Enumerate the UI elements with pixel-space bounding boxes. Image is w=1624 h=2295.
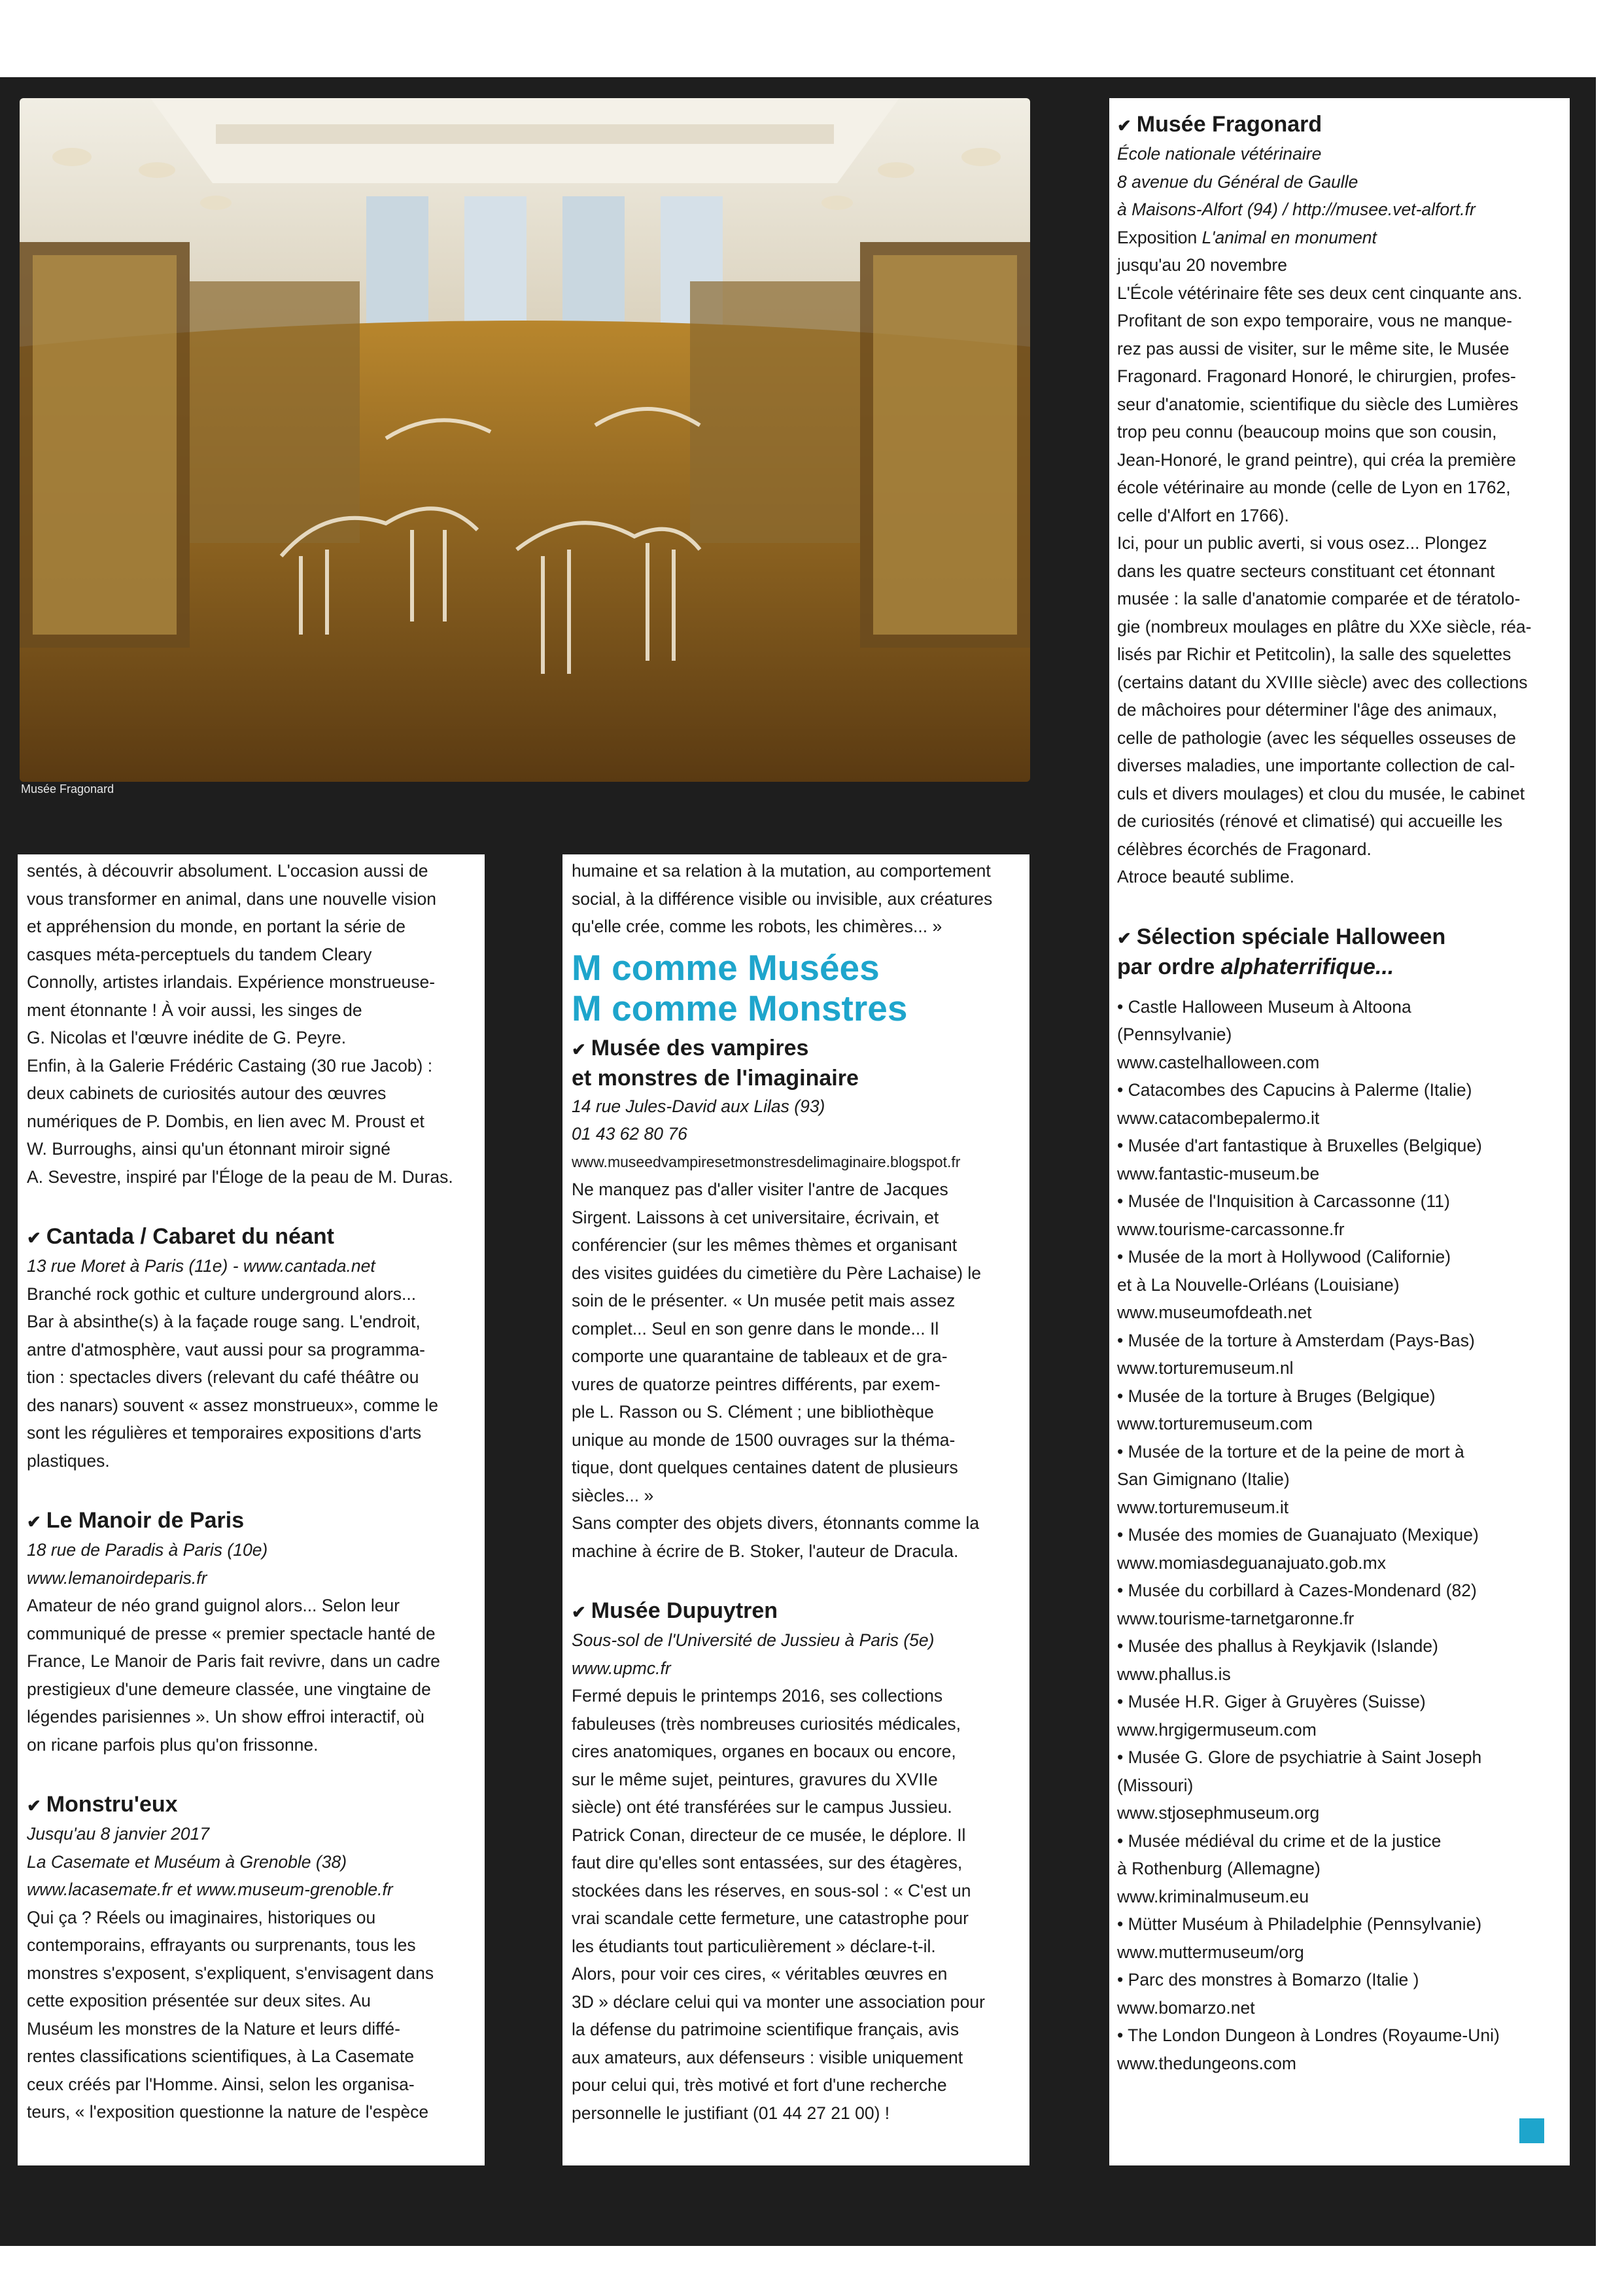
text-line: rez pas aussi de visiter, sur le même site, le Musée bbox=[1117, 338, 1510, 359]
middle-column bbox=[562, 854, 1029, 2165]
text-line: stockées dans les réserves, en sous-sol : « C'est un bbox=[572, 1880, 971, 1901]
text-line: trop peu connu (beaucoup moins que son cousin, bbox=[1117, 422, 1497, 442]
fragonard-heading bbox=[1117, 110, 1562, 140]
list-item: et à La Nouvelle-Orléans (Louisiane) bbox=[1117, 1274, 1400, 1295]
fragonard-school: École nationale vétérinaire bbox=[1117, 144, 1322, 164]
vampires-title-1: Musée des vampires bbox=[591, 1035, 809, 1060]
fragonard-body bbox=[1117, 279, 1562, 891]
list-item-url: www.catacombepalermo.it bbox=[1117, 1108, 1320, 1128]
text-line: plastiques. bbox=[27, 1450, 110, 1471]
manoir-title: Le Manoir de Paris bbox=[46, 1508, 245, 1533]
dupuytren-section bbox=[572, 1596, 1022, 2127]
photo-caption: Musée Fragonard bbox=[21, 782, 114, 796]
text-line: des nanars) souvent « assez monstrueux», comme le bbox=[27, 1395, 438, 1415]
monstrueux-body bbox=[27, 1904, 477, 2126]
text-line: Enfin, à la Galerie Frédéric Castaing (30 rue Jacob) : bbox=[27, 1055, 433, 1076]
manoir-heading bbox=[27, 1506, 477, 1536]
text-line: W. Burroughs, ainsi qu'un étonnant miroir signé bbox=[27, 1139, 390, 1159]
section-title-line-2: M comme Monstres bbox=[572, 987, 908, 1028]
text-line: siècles... » bbox=[572, 1485, 654, 1505]
list-item: • Parc des monstres à Bomarzo (Italie ) bbox=[1117, 1970, 1419, 1989]
fragonard-title: Musée Fragonard bbox=[1136, 112, 1322, 137]
list-item-url: www.hrgigermuseum.com bbox=[1117, 1719, 1317, 1740]
list-item-url: www.tourisme-carcassonne.fr bbox=[1117, 1219, 1345, 1239]
halloween-title-2 bbox=[1117, 953, 1562, 981]
list-item: • Musée H.R. Giger à Gruyères (Suisse) bbox=[1117, 1692, 1426, 1711]
text-line: dans les quatre secteurs constituant cet étonnant bbox=[1117, 561, 1495, 581]
text-line: ple L. Rasson ou S. Clément ; une bibliothèque bbox=[572, 1402, 934, 1422]
text-line: gie (nombreux moulages en plâtre du XXe siècle, réa- bbox=[1117, 616, 1532, 637]
text-line: Branché rock gothic et culture underground alors... bbox=[27, 1284, 417, 1304]
manoir-body bbox=[27, 1592, 477, 1759]
text-line: ment étonnante ! À voir aussi, les singes de bbox=[27, 1000, 362, 1020]
text-line: Profitant de son expo temporaire, vous ne manque- bbox=[1117, 311, 1512, 330]
list-item: • Musée des momies de Guanajuato (Mexique) bbox=[1117, 1525, 1479, 1545]
text-line: seur d'anatomie, scientifique du siècle des Lumières bbox=[1117, 394, 1519, 414]
end-of-article-square-icon bbox=[1519, 2118, 1544, 2143]
list-item-url: www.fantastic-museum.be bbox=[1117, 1163, 1320, 1183]
list-item: • Musée de la mort à Hollywood (Californie) bbox=[1117, 1247, 1451, 1267]
middle-intro-text bbox=[572, 857, 1022, 941]
text-line: social, à la différence visible ou invisible, aux créatures bbox=[572, 888, 993, 909]
text-line: on ricane parfois plus qu'on frissonne. bbox=[27, 1734, 319, 1755]
text-line: personnelle le justifiant (01 44 27 21 00) ! bbox=[572, 2103, 890, 2123]
text-line: comporte une quarantaine de tableaux et de gra- bbox=[572, 1346, 948, 1366]
vampires-phone: 01 43 62 80 76 bbox=[572, 1124, 687, 1144]
fragonard-expo-title: L'animal en monument bbox=[1201, 227, 1377, 247]
text-line: lisés par Richir et Petitcolin), la salle des squelettes bbox=[1117, 644, 1512, 664]
dupuytren-url: www.upmc.fr bbox=[572, 1658, 671, 1678]
list-item: • Musée du corbillard à Cazes-Mondenard (82) bbox=[1117, 1581, 1477, 1600]
text-line: complet... Seul en son genre dans le monde... Il bbox=[572, 1318, 939, 1339]
list-item: (Pennsylvanie) bbox=[1117, 1025, 1232, 1044]
text-line: qu'elle crée, comme les robots, les chimères... » bbox=[572, 917, 942, 936]
text-line: fabuleuses (très nombreuses curiosités médicales, bbox=[572, 1713, 961, 1734]
list-item: • The London Dungeon à Londres (Royaume-Uni) bbox=[1117, 2025, 1500, 2045]
text-line: musée : la salle d'anatomie comparée et de tératolo- bbox=[1117, 589, 1521, 608]
dupuytren-address: Sous-sol de l'Université de Jussieu à Paris (5e) bbox=[572, 1630, 935, 1650]
text-line: Amateur de néo grand guignol alors... Selon leur bbox=[27, 1596, 400, 1615]
list-item-url: www.momiasdeguanajuato.gob.mx bbox=[1117, 1552, 1386, 1573]
section-title-line-1: M comme Musées bbox=[572, 947, 880, 988]
text-line: Patrick Conan, directeur de ce musée, le déplore. Il bbox=[572, 1825, 966, 1845]
cantada-section bbox=[27, 1222, 477, 1475]
check-icon: ✔ bbox=[572, 1039, 586, 1059]
halloween-title-2-em: alphaterrifique... bbox=[1220, 954, 1394, 979]
text-line: les étudiants tout particulièrement » déclare-t-il. bbox=[572, 1936, 936, 1956]
check-icon: ✔ bbox=[1117, 116, 1132, 135]
dupuytren-body bbox=[572, 1682, 1022, 2127]
text-line: prestigieux d'une demeure classée, une vingtaine de bbox=[27, 1679, 431, 1699]
text-line: de mâchoires pour déterminer l'âge des animaux, bbox=[1117, 700, 1498, 720]
list-item-url: www.tourisme-tarnetgaronne.fr bbox=[1117, 1608, 1355, 1628]
text-line: Sirgent. Laissons à cet universitaire, écrivain, et bbox=[572, 1207, 939, 1227]
text-line: machine à écrire de B. Stoker, l'auteur de Dracula. bbox=[572, 1541, 959, 1561]
text-line: Ici, pour un public averti, si vous osez... Plongez bbox=[1117, 533, 1487, 553]
text-line: celle de pathologie (avec les séquelles osseuses de bbox=[1117, 727, 1516, 748]
vampires-url: www.museedvampiresetmonstresdelimaginaire.blogspot.fr bbox=[572, 1153, 961, 1170]
list-item-url: www.torturemuseum.com bbox=[1117, 1414, 1313, 1433]
text-line: conférencier (sur les mêmes thèmes et organisant bbox=[572, 1235, 958, 1255]
fragonard-city-url: à Maisons-Alfort (94) / http://musee.vet-alfort.fr bbox=[1117, 200, 1476, 219]
vampires-body bbox=[572, 1176, 1022, 1565]
list-item: • Musée de l'Inquisition à Carcassonne (11) bbox=[1117, 1191, 1450, 1211]
text-line: soin de le présenter. « Un musée petit mais assez bbox=[572, 1291, 956, 1310]
text-line: L'École vétérinaire fête ses deux cent cinquante ans. bbox=[1117, 283, 1523, 303]
text-line: deux cabinets de curiosités autour des œuvres bbox=[27, 1083, 387, 1103]
text-line: siècle) ont été transférées sur le campus Jussieu. bbox=[572, 1797, 952, 1817]
halloween-heading bbox=[1117, 922, 1562, 953]
text-line: Bar à absinthe(s) à la façade rouge sang. L'endroit, bbox=[27, 1312, 421, 1331]
check-icon: ✔ bbox=[572, 1602, 586, 1622]
manoir-url: www.lemanoirdeparis.fr bbox=[27, 1568, 207, 1588]
list-item: • Mütter Muséum à Philadelphie (Pennsylvanie) bbox=[1117, 1914, 1482, 1934]
monstrueux-venue: La Casemate et Muséum à Grenoble (38) bbox=[27, 1851, 347, 1872]
list-item-url: www.thedungeons.com bbox=[1117, 2053, 1296, 2073]
list-item-url: www.stjosephmuseum.org bbox=[1117, 1803, 1320, 1823]
vampires-title-2: et monstres de l'imaginaire bbox=[572, 1065, 859, 1091]
text-line: légendes parisiennes ». Un show effroi interactif, où bbox=[27, 1707, 424, 1726]
vampires-address: 14 rue Jules-David aux Lilas (93) bbox=[572, 1096, 825, 1116]
text-line: A. Sevestre, inspiré par l'Éloge de la peau de M. Duras. bbox=[27, 1166, 453, 1187]
halloween-title-2-prefix: par ordre bbox=[1117, 954, 1221, 979]
list-item: • Musée de la torture à Bruges (Belgique) bbox=[1117, 1386, 1436, 1406]
list-item: • Musée des phallus à Reykjavik (Islande) bbox=[1117, 1636, 1438, 1656]
text-line: antre d'atmosphère, vaut aussi pour sa programma- bbox=[27, 1339, 425, 1359]
list-item-url: www.phallus.is bbox=[1117, 1664, 1231, 1684]
text-line: Connolly, artistes irlandais. Expérience monstrueuse- bbox=[27, 972, 436, 992]
text-line: G. Nicolas et l'œuvre inédite de G. Peyre. bbox=[27, 1028, 347, 1047]
text-line: cires anatomiques, organes en bocaux ou encore, bbox=[572, 1742, 956, 1761]
text-line: faut dire qu'elles sont entassées, sur des étagères, bbox=[572, 1853, 963, 1872]
list-item: • Musée médiéval du crime et de la justice bbox=[1117, 1831, 1442, 1851]
text-line: Alors, pour voir ces cires, « véritables œuvres en bbox=[572, 1964, 948, 1984]
fragonard-until: jusqu'au 20 novembre bbox=[1117, 255, 1287, 275]
text-line: vures de quatorze peintres différents, par exem- bbox=[572, 1374, 941, 1394]
vampires-heading bbox=[572, 1034, 1022, 1064]
text-line: numériques de P. Dombis, en lien avec M. Proust et bbox=[27, 1111, 424, 1131]
list-item: • Musée de la torture et de la peine de mort à bbox=[1117, 1441, 1464, 1462]
text-line: culs et divers moulages) et clou du musée, le cabinet bbox=[1117, 783, 1525, 803]
dupuytren-heading bbox=[572, 1596, 1022, 1626]
check-icon: ✔ bbox=[27, 1228, 41, 1248]
manoir-section bbox=[27, 1506, 477, 1759]
text-line: vous transformer en animal, dans une nouvelle vision bbox=[27, 888, 437, 909]
list-item-url: www.bomarzo.net bbox=[1117, 1997, 1255, 2018]
text-line: sur le même sujet, peintures, gravures du XVIIe bbox=[572, 1769, 938, 1789]
fragonard-street: 8 avenue du Général de Gaulle bbox=[1117, 171, 1358, 192]
manoir-address: 18 rue de Paradis à Paris (10e) bbox=[27, 1540, 268, 1560]
text-line: (certains datant du XVIIIe siècle) avec des collections bbox=[1117, 672, 1528, 692]
text-line: humaine et sa relation à la mutation, au comportement bbox=[572, 861, 991, 881]
list-item: San Gimignano (Italie) bbox=[1117, 1469, 1290, 1489]
text-line: ceux créés par l'Homme. Ainsi, selon les organisa- bbox=[27, 2074, 415, 2094]
text-line: école vétérinaire au monde (celle de Lyon en 1762, bbox=[1117, 478, 1511, 497]
monstrueux-date: Jusqu'au 8 janvier 2017 bbox=[27, 1824, 210, 1844]
list-item-url: www.torturemuseum.it bbox=[1117, 1497, 1289, 1517]
text-line: Ne manquez pas d'aller visiter l'antre de Jacques bbox=[572, 1180, 948, 1199]
cantada-address: 13 rue Moret à Paris (11e) - www.cantada.net bbox=[27, 1256, 375, 1276]
text-line: France, Le Manoir de Paris fait revivre, dans un cadre bbox=[27, 1651, 440, 1671]
left-column bbox=[18, 854, 485, 2165]
section-title bbox=[572, 947, 1022, 1028]
text-line: la défense du patrimoine scientifique français, avis bbox=[572, 2020, 959, 2039]
text-line: cette exposition présentée sur deux sites. Au bbox=[27, 1991, 371, 2010]
text-line: tique, dont quelques centaines datent de plusieurs bbox=[572, 1458, 958, 1477]
museum-photo-illustration bbox=[20, 98, 1030, 782]
list-item: • Catacombes des Capucins à Palerme (Italie) bbox=[1117, 1080, 1472, 1100]
text-line: casques méta-perceptuels du tandem Cleary bbox=[27, 944, 372, 964]
dupuytren-title: Musée Dupuytren bbox=[591, 1598, 778, 1623]
text-line: Fermé depuis le printemps 2016, ses collections bbox=[572, 1686, 943, 1706]
text-line: pour celui qui, très motivé et fort d'une recherche bbox=[572, 2075, 947, 2095]
list-item: • Musée d'art fantastique à Bruxelles (Belgique) bbox=[1117, 1136, 1482, 1155]
text-line: tion : spectacles divers (relevant du café théâtre ou bbox=[27, 1367, 419, 1387]
fragonard-section bbox=[1117, 110, 1562, 891]
list-item: • Musée G. Glore de psychiatrie à Saint Joseph bbox=[1117, 1747, 1482, 1767]
fragonard-expo bbox=[1117, 224, 1562, 252]
list-item: (Missouri) bbox=[1117, 1775, 1194, 1795]
monstrueux-section bbox=[27, 1790, 477, 2126]
list-item-url: www.museumofdeath.net bbox=[1117, 1303, 1312, 1322]
text-line: Qui ça ? Réels ou imaginaires, historiques ou bbox=[27, 1907, 376, 1927]
check-icon: ✔ bbox=[27, 1512, 41, 1532]
check-icon: ✔ bbox=[1117, 928, 1132, 948]
list-item-url: www.muttermuseum/org bbox=[1117, 1942, 1304, 1962]
text-line: de curiosités (rénové et climatisé) qui accueille les bbox=[1117, 811, 1503, 831]
text-line: Atroce beauté sublime. bbox=[1117, 867, 1295, 886]
list-item-url: www.torturemuseum.nl bbox=[1117, 1358, 1294, 1378]
list-item-url: www.kriminalmuseum.eu bbox=[1117, 1886, 1309, 1906]
text-line: Fragonard. Fragonard Honoré, le chirurgien, profes- bbox=[1117, 366, 1516, 386]
cantada-title: Cantada / Cabaret du néant bbox=[46, 1224, 334, 1249]
monstrueux-url: www.lacasemate.fr et www.museum-grenoble.fr bbox=[27, 1880, 393, 1899]
museum-photo bbox=[20, 98, 1030, 782]
text-line: Muséum les monstres de la Nature et leurs diffé- bbox=[27, 2018, 400, 2039]
text-line: et appréhension du monde, en portant la série de bbox=[27, 917, 406, 936]
text-line: contemporains, effrayants ou surprenants, tous les bbox=[27, 1935, 416, 1955]
halloween-title-1: Sélection spéciale Halloween bbox=[1136, 924, 1446, 949]
vampires-section bbox=[572, 1034, 1022, 1566]
halloween-section bbox=[1117, 922, 1562, 2078]
monstrueux-heading bbox=[27, 1790, 477, 1820]
check-icon: ✔ bbox=[27, 1796, 41, 1815]
text-line: sentés, à découvrir absolument. L'occasion aussi de bbox=[27, 861, 428, 881]
text-line: célèbres écorchés de Fragonard. bbox=[1117, 839, 1372, 859]
text-line: Sans compter des objets divers, étonnants comme la bbox=[572, 1513, 980, 1533]
text-line: diverses maladies, une importante collection de cal- bbox=[1117, 756, 1515, 775]
text-line: monstres s'exposent, s'expliquent, s'envisagent dans bbox=[27, 1963, 434, 1983]
text-line: communiqué de presse « premier spectacle hanté de bbox=[27, 1623, 436, 1643]
cantada-body bbox=[27, 1280, 477, 1475]
text-line: unique au monde de 1500 ouvrages sur la théma- bbox=[572, 1429, 956, 1450]
fragonard-expo-prefix: Exposition bbox=[1117, 227, 1202, 247]
list-item-url: www.castelhalloween.com bbox=[1117, 1052, 1320, 1072]
monstrueux-title: Monstru'eux bbox=[46, 1792, 178, 1817]
list-item: • Musée de la torture à Amsterdam (Pays-Bas) bbox=[1117, 1330, 1475, 1350]
halloween-list bbox=[1117, 993, 1562, 2078]
text-line: aux amateurs, aux défenseurs : visible uniquement bbox=[572, 2047, 963, 2067]
text-line: vrai scandale cette fermeture, une catastrophe pour bbox=[572, 1908, 969, 1928]
text-line: Jean-Honoré, le grand peintre), qui créa la première bbox=[1117, 449, 1516, 470]
left-intro-text bbox=[27, 857, 477, 1191]
list-item: à Rothenburg (Allemagne) bbox=[1117, 1859, 1321, 1878]
cantada-heading bbox=[27, 1222, 477, 1252]
right-column bbox=[1109, 98, 1570, 2165]
text-line: celle d'Alfort en 1766). bbox=[1117, 505, 1289, 525]
text-line: des visites guidées du cimetière du Père Lachaise) le bbox=[572, 1263, 982, 1283]
text-line: rentes classifications scientifiques, à La Casemate bbox=[27, 2046, 415, 2066]
text-line: 3D » déclare celui qui va monter une association pour bbox=[572, 1991, 985, 2012]
text-line: teurs, « l'exposition questionne la nature de l'espèce bbox=[27, 2102, 429, 2122]
list-item: • Castle Halloween Museum à Altoona bbox=[1117, 996, 1411, 1017]
text-line: sont les régulières et temporaires expositions d'arts bbox=[27, 1423, 422, 1443]
